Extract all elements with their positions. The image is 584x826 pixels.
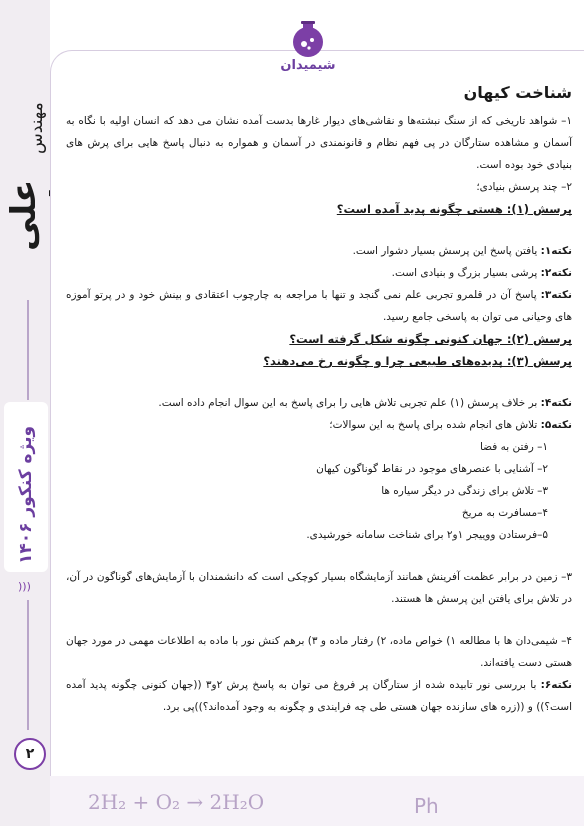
note-2 — [66, 262, 572, 284]
list-item: ۱– رفتن به فضا — [479, 441, 548, 453]
page-number: ۲ — [14, 738, 46, 770]
list-item: ۵–فرستادن ووییجر ۱و۲ برای شناخت سامانه خورشیدی. — [306, 529, 548, 541]
section-title: شناخت کیهان — [463, 83, 572, 102]
paragraph-4: ۴– شیمی‌دان ها با مطالعه ۱) خواص ماده، ۲) رفتار ماده و ۳) برهم کنش نور با ماده به اطلاعات مهمی در مورد جهان هستی دست یافته‌اند. — [66, 635, 573, 669]
ph-label: Ph — [414, 794, 439, 818]
note-1 — [66, 240, 572, 262]
question-2: پرسش (۲): جهان کنونی چگونه شکل گرفته است؟ — [289, 332, 572, 346]
note-4 — [66, 392, 572, 414]
note-6 — [66, 674, 572, 718]
author-title: مهندس — [27, 102, 47, 154]
note-4-text: بر خلاف پرسش (۱) علم تجربی تلاش هایی را برای پاسخ به این سوال انجام داده است. — [158, 397, 541, 409]
sidebar-divider — [27, 300, 29, 400]
note-2-label: نکته۲: — [540, 267, 572, 279]
efforts-list — [66, 436, 572, 546]
list-item: ۳– تلاش برای زندگی در دیگر سیاره ها — [381, 485, 548, 497]
note-4-label: نکته۴: — [540, 397, 572, 409]
document-body — [66, 82, 572, 718]
note-3 — [66, 284, 572, 328]
list-item: ۲– آشنایی با عنصرهای موجود در نقاط گوناگون کیهان — [316, 463, 548, 475]
sidebar-divider-bottom — [27, 600, 29, 730]
paragraph-1: ۱– شواهد تاریخی که از سنگ نبشته‌ها و نقاشی‌های دیوار غارها بدست آمده نشان می دهد که انسان اولیه با نگاه به آسمان و مشاهده ستارگان در پی فهم نظام و قانونمندی در آسمان و همواره به دنبال پاسخ هایی برای پرش های بنیادی خود بوده است. — [66, 115, 572, 171]
logo-text: شیمیدان — [280, 58, 336, 73]
paragraph-2: ۲– چند پرسش بنیادی؛ — [476, 181, 572, 193]
note-2-text: پرشی بسیار بزرگ و بنیادی است. — [391, 267, 541, 279]
note-6-label: نکته۶: — [540, 679, 572, 691]
note-5 — [66, 414, 572, 436]
note-1-label: نکته۱: — [540, 245, 572, 257]
edition-label: ویژه کنکور ۱۴۰۶ — [16, 425, 36, 565]
note-6-text: با بررسی نور تابیده شده از ستارگان پر فروغ می توان به پاسخ پرش ۲و۳ ((جهان کنونی چگونه پدید آمده است؟)) و ((زره های سازنده جهان هستی طی چه فرایندی و چگونه به وجود آمده‌اند؟))پی برد. — [66, 679, 572, 713]
note-5-text: تلاش های انجام شده برای پاسخ به این سوالات؛ — [329, 419, 541, 431]
note-5-label: نکته۵: — [540, 419, 572, 431]
list-item: ۴–مسافرت به مریخ — [461, 507, 548, 519]
paragraph-3: ۳– زمین در برابر عظمت آفرینش همانند آزمایشگاه بسیار کوچکی است که دانشمندان با آزمایش‌های گوناگون در آن، در تلاش برای یافتن این پرسش ها هستند. — [66, 571, 572, 605]
note-3-label: نکته۳: — [540, 289, 572, 301]
note-3-text: پاسخ آن در قلمرو تجربی علم نمی گنجد و تنها با مراجعه به چارچوب اعتقادی و بینش خود و در پرتو آموزه های وحیانی می توان به پاسخی جامع رسید. — [66, 289, 572, 323]
question-3: پرسش (۳): پدیده‌های طبیعی چرا و چگونه رخ می‌دهند؟ — [263, 354, 572, 368]
chemical-formula: 2H₂ + O₂ → 2H₂O — [88, 790, 265, 814]
note-1-text: یافتن پاسخ این پرسش بسیار دشوار است. — [352, 245, 541, 257]
question-1: پرسش (۱): هستی چگونه پدید آمده است؟ — [336, 202, 572, 216]
wave-icon: ))) — [18, 580, 31, 593]
author-name: علی — [4, 179, 44, 251]
